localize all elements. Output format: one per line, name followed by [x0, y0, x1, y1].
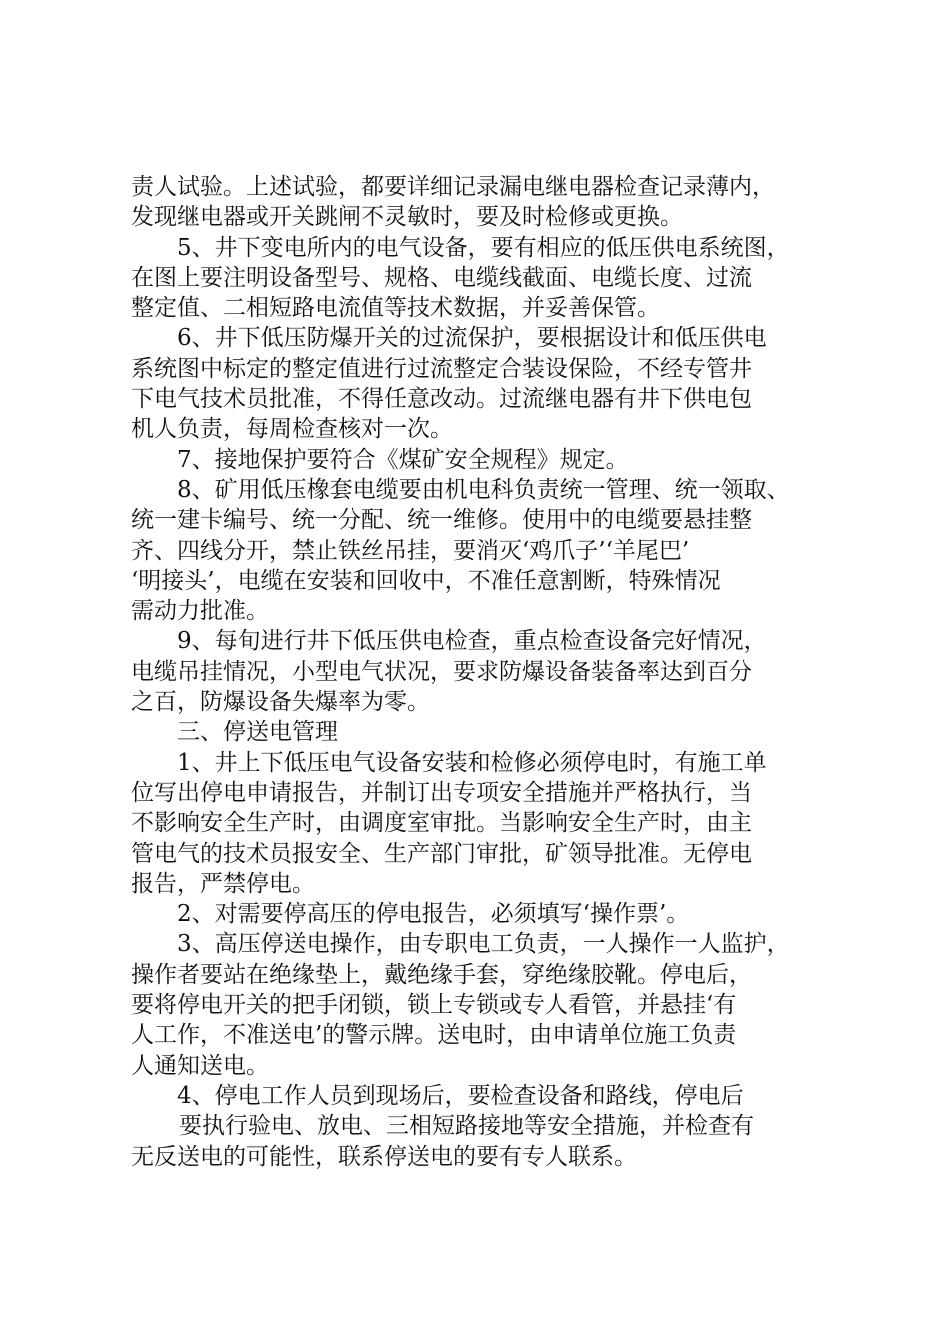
text-line: 下电气技术员批准，不得任意改动。过流继电器有井下供电包	[131, 386, 752, 413]
text-line: 齐、四线分开，禁止铁丝吊挂，要消灭‘鸡爪子’‘羊尾巴’	[131, 537, 690, 564]
section-heading: 三、停送电管理	[177, 719, 338, 746]
text-line: 统一建卡编号、统一分配、统一维修。使用中的电缆要悬挂整	[131, 507, 752, 534]
text-line: 操作者要站在绝缘垫上，戴绝缘手套，穿绝缘胶靴。停电后，	[131, 961, 752, 988]
list-item-3: 3、高压停送电操作，由专职电工负责，一人操作一人监护，	[177, 931, 790, 958]
list-item-8: 8、矿用低压橡套电缆要由机电科负责统一管理、统一领取、	[177, 476, 790, 503]
text-line: 人工作，不准送电’的警示牌。送电时，由申请单位施工负责	[131, 1022, 737, 1049]
text-line: 无反送电的可能性，联系停送电的要有专人联系。	[131, 1143, 637, 1170]
list-item-9: 9、每旬进行井下低压供电检查，重点检查设备完好情况，	[177, 628, 767, 655]
text-line: ‘明接头’，电缆在安装和回收中，不准任意割断，特殊情况	[131, 567, 721, 594]
text-line: 机人负责，每周检查核对一次。	[131, 416, 453, 443]
list-item-2: 2、对需要停高压的停电报告，必须填写‘操作票’。	[177, 901, 690, 928]
text-line: 整定值、二相短路电流值等技术数据，并妥善保管。	[131, 295, 660, 322]
text-line: 责人试验。上述试验，都要详细记录漏电继电器检查记录薄内，	[131, 174, 775, 200]
text-line: 要执行验电、放电、三相短路接地等安全措施，并检查有	[179, 1113, 754, 1140]
text-line: 需动力批准。	[131, 598, 269, 625]
text-line: 之百，防爆设备失爆率为零。	[131, 689, 430, 716]
text-line: 管电气的技术员报安全、生产部门审批，矿领导批准。无停电	[131, 840, 752, 867]
text-line: 电缆吊挂情况，小型电气状况，要求防爆设备装备率达到百分	[131, 658, 752, 685]
text-line: 位写出停电申请报告，并制订出专项安全措施并严格执行，当	[131, 779, 752, 806]
text-line: 在图上要注明设备型号、规格、电缆线截面、电缆长度、过流	[131, 264, 752, 291]
text-line: 不影响安全生产时，由调度室审批。当影响安全生产时，由主	[131, 810, 752, 837]
list-item-5: 5、井下变电所内的电气设备，要有相应的低压供电系统图，	[177, 234, 790, 261]
text-line: 要将停电开关的把手闭锁，锁上专锁或专人看管，并悬挂‘有	[131, 992, 737, 1019]
document-body	[131, 172, 831, 1172]
text-line: 报告，严禁停电。	[131, 870, 315, 897]
list-item-6: 6、井下低压防爆开关的过流保护，要根据设计和低压供电	[177, 325, 767, 352]
list-item-1: 1、井上下低压电气设备安装和检修必须停电时，有施工单	[177, 749, 767, 776]
text-line: 人通知送电。	[131, 1052, 269, 1079]
list-item-4: 4、停电工作人员到现场后，要检查设备和路线，停电后	[177, 1082, 744, 1109]
list-item-7: 7、接地保护要符合《煤矿安全规程》规定。	[177, 446, 629, 473]
text-line: 发现继电器或开关跳闸不灵敏时，要及时检修或更换。	[131, 204, 683, 231]
text-line: 系统图中标定的整定值进行过流整定合装设保险，不经专管井	[131, 355, 752, 382]
